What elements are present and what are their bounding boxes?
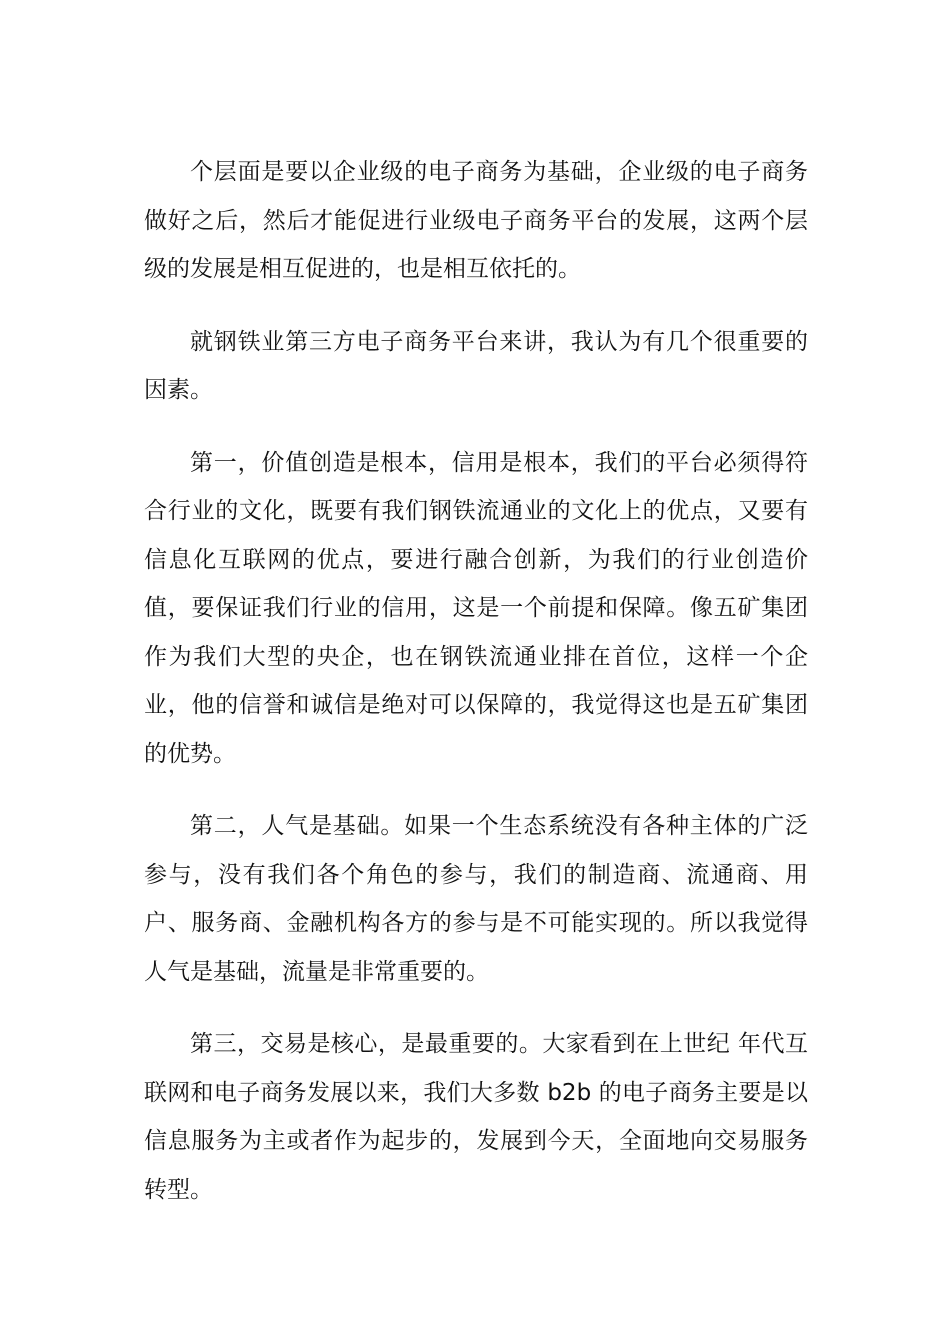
paragraph-2: 就钢铁业第三方电子商务平台来讲，我认为有几个很重要的因素。 [144,328,808,403]
paragraph-1: 个层面是要以企业级的电子商务为基础，企业级的电子商务做好之后，然后才能促进行业级电子商务平台的发展，这两个层级的发展是相互促进的，也是相互依托的。 [144,159,808,282]
document-body [144,148,808,1238]
paragraph-5: 第三，交易是核心，是最重要的。大家看到在上世纪 年代互联网和电子商务发展以来，我们大多数 b2b 的电子商务主要是以信息服务为主或者作为起步的，发展到今天，全面地向交易服务转型。 [144,1031,808,1203]
paragraph-4: 第二，人气是基础。如果一个生态系统没有各种主体的广泛参与，没有我们各个角色的参与，我们的制造商、流通商、用户、服务商、金融机构各方的参与是不可能实现的。所以我觉得人气是基础，流量是非常重要的。 [144,813,808,985]
paragraph-3: 第一，价值创造是根本，信用是根本，我们的平台必须得符合行业的文化，既要有我们钢铁流通业的文化上的优点，又要有信息化互联网的优点，要进行融合创新，为我们的行业创造价值，要保证我们行业的信用，这是一个前提和保障。像五矿集团作为我们大型的央企，也在钢铁流通业排在首位，这样一个企业，他的信誉和诚信是绝对可以保障的，我觉得这也是五矿集团的优势。 [144,449,808,767]
